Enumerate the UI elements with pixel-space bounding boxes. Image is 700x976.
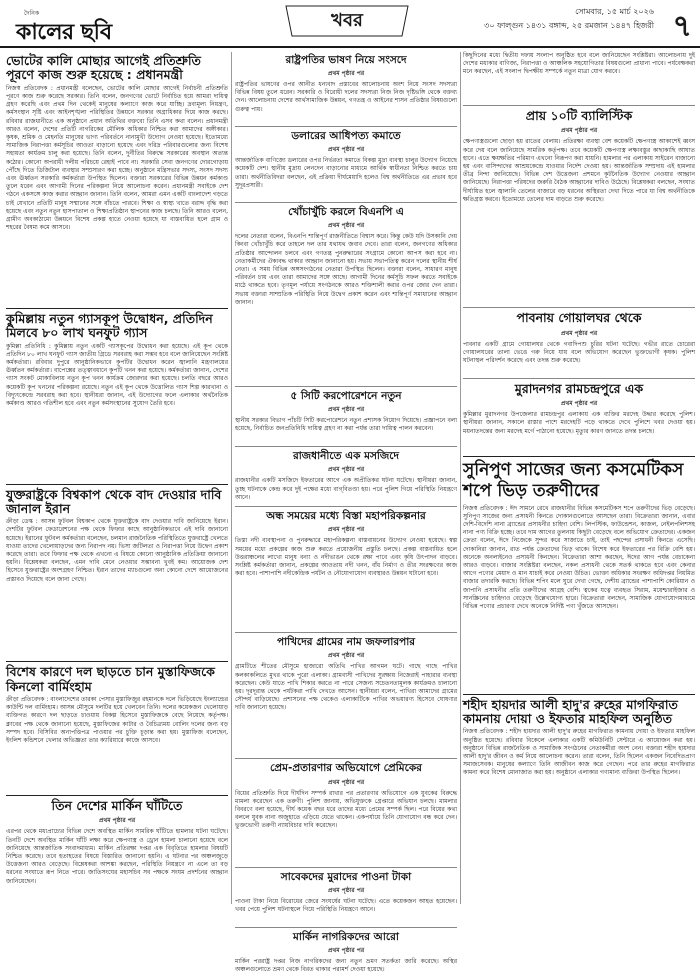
headline: সাবেকদের মুরাদের পাওনা টাকা xyxy=(280,870,412,883)
column-divider xyxy=(460,52,461,904)
divider xyxy=(235,506,457,507)
divider xyxy=(6,661,228,662)
article-us-bases xyxy=(6,799,228,918)
article-body: আন্তর্জাতিক বাণিজ্যে ডলারের ওপর নির্ভরতা কমাতে বিকল্প মুদ্রা ব্যবস্থা চালুর উদ্যোগ নিয়েছে কয়েকটি দেশ। স্থানীয় মুদ্রায় লেনদেন বাড়ানোর মাধ্যমে আর্থিক স্বাধীনতা নিশ্চিত করতে চায় তারা। অর্থনীতিবিদরা বলছেন, এই প্রক্রিয়া দীর্ঘমেয়াদি হলেও বিশ্ব অর্থনীতিতে এর প্রভাব হবে সুদূরপ্রসারী। xyxy=(235,157,457,189)
newspaper-logo xyxy=(8,4,148,44)
article-body: বিয়ের প্রতিশ্রুতি দিয়ে দীর্ঘদিন সম্পর্ক রাখার পর প্রতারণার অভিযোগে এক যুবকের বিরুদ্ধে মামলা করেছেন এক তরুণী। পুলিশ জানায়, অভিযুক্তকে গ্রেপ্তারে অভিযান চলছে। মামলার বিবরণে বলা হয়েছে, দীর্ঘ কয়েক বছর ধরে তাদের মধ্যে প্রেমের সম্পর্ক ছিল। পরে বিয়ের কথা বললে যুবক নানা অজুহাতে এড়িয়ে যেতে থাকেন। একপর্যায়ে তিনি যোগাযোগ বন্ধ করে দেন। ভুক্তভোগী তরুণী ন্যায়বিচার দাবি করেছেন। xyxy=(235,789,457,830)
article-body: স্থানীয় সরকার বিভাগ পাঁচটি সিটি করপোরেশনে নতুন প্রশাসক নিয়োগ দিয়েছে। প্রজ্ঞাপনে বলা হয়েছে, নির্বাচিত জনপ্রতিনিধি দায়িত্ব গ্রহণ না করা পর্যন্ত তারা দায়িত্ব পালন করবেন। xyxy=(235,417,457,433)
article-bird-village xyxy=(235,636,457,755)
article-mosque xyxy=(235,450,457,503)
article-body: ক্রীড়া প্রতিবেদক : বাংলাদেশের তারকা পেসার মুস্তাফিজুর রহমানকে দলে ভিড়িয়েছে ইংল্যান্ডের কাউন্টি দল বার্মিংহাম। আসন্ন মৌসুমে দলটির হয়ে খেলবেন তিনি। দলের কয়েকজন খেলোয়াড় ব্যক্তিগত কারণে দল ছাড়তে চাওয়ায় বিকল্প হিসেবে মুস্তাফিজকে বেছে নিয়েছে কর্তৃপক্ষ। ক্লাবের পক্ষ থেকে জানানো হয়েছে, মুস্তাফিজের কাটার ও বৈচিত্র্যময় বোলিং দলের জন্য বড় সম্পদ হবে। বিসিবির অনাপত্তিপত্র পাওয়ার পর চুক্তি চূড়ান্ত করা হয়। মুস্তাফিজ বলেছেন, ইংলিশ কন্ডিশনে খেলার অভিজ্ঞতা তার ক্যারিয়ারে কাজে আসবে। xyxy=(6,696,228,745)
article-dues xyxy=(235,871,457,924)
article-gas-well xyxy=(6,312,228,481)
article-pm-promise xyxy=(6,54,228,305)
article-body: রাষ্ট্রপতির ভাষণের ওপর আনীত ধন্যবাদ প্রস্তাবের আলোচনায় অংশ নিয়ে সংসদ সদস্যরা বিভিন্ন বিষয় তুলে ধরেন। সরকারি ও বিরোধী দলের সদস্যরা নিজ নিজ দৃষ্টিভঙ্গি থেকে বক্তব্য দেন। আলোচনায় দেশের আর্থসামাজিক উন্নয়ন, গণতন্ত্র ও আইনের শাসন প্রতিষ্ঠার বিষয়গুলো গুরুত্ব পায়। xyxy=(235,81,457,113)
divider xyxy=(463,105,695,106)
section-header xyxy=(282,4,412,38)
article-body: কিছুদিনের মধ্যে দ্বিতীয় দফায় সংলাপ অনুষ্ঠিত হবে বলে জানিয়েছেন সংশ্লিষ্টরা। আলোচনায় দুই দেশের মধ্যকার বাণিজ্য, নিরাপত্তা ও আঞ্চলিক সহযোগিতার বিষয়গুলো প্রাধান্য পাবে। পর্যবেক্ষকরা মনে করছেন, এই সংলাপ দ্বিপক্ষীয় সম্পর্কে নতুন মাত্রা যোগ করবে। xyxy=(463,52,695,76)
headline: প্রেম-প্রতারণার অভিযোগে প্রেমিকের xyxy=(270,762,422,775)
headline: পাখিদের গ্রামের নাম জফলারপার xyxy=(276,636,416,649)
jump-line: প্রথম পৃষ্ঠার পর xyxy=(327,778,365,786)
article-body: কুমিল্লার মুরাদনগর উপজেলার রামচন্দ্রপুর এলাকায় এক ব্যক্তির মরদেহ উদ্ধার করেছে পুলিশ। স্থানীয়রা জানান, সকালে রাস্তার পাশে মরদেহটি পড়ে থাকতে দেখে পুলিশে খবর দেওয়া হয়। ময়নাতদন্তের জন্য মরদেহ মর্গে পাঠানো হয়েছে। মৃত্যুর কারণ জানতে তদন্ত চলছে। xyxy=(463,411,695,435)
article-body: পাবনার একটি গ্রামে গোয়ালঘর থেকে গবাদিপশু চুরির ঘটনা ঘটেছে। গভীর রাতে চোরেরা গোয়ালঘরের তালা ভেঙে গরু নিয়ে যায় বলে অভিযোগ করেছেন ভুক্তভোগী কৃষক। পুলিশ ঘটনাস্থল পরিদর্শন করেছে এবং তদন্ত শুরু করেছে। xyxy=(463,340,695,365)
column-divider xyxy=(231,52,232,904)
article-bnp xyxy=(235,206,457,383)
article-love-fraud xyxy=(235,762,457,863)
jump-line: প্রথম পৃষ্ঠার পর xyxy=(327,946,365,954)
headline: প্রায় ১০টি ব্যালিস্টিক xyxy=(525,108,633,123)
headline: পাবনায় গোয়ালঘর থেকে xyxy=(516,310,642,326)
jump-line: প্রথম পৃষ্ঠার পর xyxy=(560,127,598,135)
article-mustafiz xyxy=(6,665,228,792)
article-body: দলের নেতারা বলেন, বিএনপি শান্তিপূর্ণ রাজনীতিতে বিশ্বাস করে। কিন্তু কেউ যদি উসকানি দেয় কিংবা খোঁচাখুঁচি করে তাহলে দল তার যথাযথ জবাব দেবে। তারা বলেন, জনগণের অধিকার প্রতিষ্ঠার আন্দোলন চলবে এবং গণতন্ত্র পুনরুদ্ধারের সংগ্রামে কোনো আপস করা হবে না। নেতাকর্মীদের ঐক্যবদ্ধ থাকার আহ্বান জানানো হয়। সভায় সভাপতিত্ব করেন দলের স্থানীয় শীর্ষ নেতা। এ সময় বিভিন্ন অঙ্গসংগঠনের নেতারা উপস্থিত ছিলেন। বক্তারা বলেন, সাধারণ মানুষ পরিবর্তন চায় এবং তারা আমাদের সঙ্গে আছে। আগামী দিনের কর্মসূচি সফল করতে সবাইকে মাঠে থাকতে হবে। তৃণমূল পর্যায়ে সংগঠনকে আরও শক্তিশালী করার ওপর জোর দেন তারা। সভায় বক্তারা সাম্প্রতিক পরিস্থিতি নিয়ে উদ্বেগ প্রকাশ করেন এবং শান্তিপূর্ণ সমাধানের আহ্বান জানান। xyxy=(235,233,457,306)
article-pabna xyxy=(463,311,695,374)
jump-line: প্রথম পৃষ্ঠার পর xyxy=(327,526,365,534)
divider xyxy=(235,126,457,127)
headline: অন্ধ সময়ের মধ্যে বিস্তা মহাপরিকল্পনার xyxy=(266,510,426,523)
article-body: কুমিল্লা প্রতিনিধি : কুমিল্লায় নতুন একটি গ্যাসকূপের উদ্বোধন করা হয়েছে। এই কূপ থেকে প্রতিদিন ৮০ লাখ ঘনফুট গ্যাস জাতীয় গ্রিডে সরবরাহ করা সম্ভব হবে বলে জানিয়েছেন সংশ্লিষ্ট কর্মকর্তারা। রবিবার দুপুরে আনুষ্ঠানিকভাবে কূপটির উদ্বোধন করেন জ্বালানি মন্ত্রণালয়ের ঊর্ধ্বতন কর্মকর্তারা। বাপেক্সের তত্ত্বাবধানে কূপটি খনন করা হয়েছে। কর্মকর্তারা জানান, দেশের গ্যাস সংকট মোকাবিলায় নতুন কূপ খনন কার্যক্রম জোরদার করা হয়েছে। চলতি বছরে আরও কয়েকটি কূপ খননের পরিকল্পনা রয়েছে। নতুন এই কূপ থেকে উত্তোলিত গ্যাস শিল্প কারখানা ও বিদ্যুৎকেন্দ্রে সরবরাহ করা হবে। স্থানীয়রা জানান, এই উদ্যোগের ফলে এলাকার অর্থনৈতিক কর্মকাণ্ড আরও গতিশীল হবে এবং নতুন কর্মসংস্থানের সুযোগ তৈরি হবে। xyxy=(6,342,228,407)
headline: কুমিল্লায় নতুন গ্যাসকূপ উদ্বোধন, প্রতিদিন মিলবে ৮০ লাখ ঘনফুট গ্যাস xyxy=(6,310,213,341)
article-muradnagar xyxy=(463,382,695,453)
article-body: নিজস্ব প্রতিবেদক : প্রধানমন্ত্রী বলেছেন, ভোটের কালি মোছার আগেই নির্বাচনী প্রতিশ্রুতি পূরণে কাজ শুরু করেছে সরকার। তিনি বলেন, জনগণের ভোটে নির্বাচিত হয়ে আমরা দায়িত্ব গ্রহণ করেছি এবং প্রথম দিন থেকেই মানুষের কল্যাণে কাজ করে যাচ্ছি। দ্রব্যমূল্য নিয়ন্ত্রণ, কর্মসংস্থান সৃষ্টি এবং আইনশৃঙ্খলা পরিস্থিতির উন্নয়নে সরকার অগ্রাধিকার দিয়ে কাজ করছে। রবিবার রাজধানীতে এক অনুষ্ঠানে প্রধান অতিথির বক্তব্যে তিনি এসব কথা বলেন। প্রধানমন্ত্রী আরও বলেন, দেশের প্রতিটি নাগরিকের মৌলিক অধিকার নিশ্চিত করা আমাদের অঙ্গীকার। কৃষক, শ্রমিক ও মেহনতি মানুষের ভাগ্য পরিবর্তনে নানামুখী উদ্যোগ নেওয়া হয়েছে। ইতোমধ্যে সামাজিক নিরাপত্তা কর্মসূচির আওতা বাড়ানো হয়েছে এবং দরিদ্র পরিবারগুলোর জন্য বিশেষ সহায়তা কার্যক্রম চালু করা হয়েছে। তিনি বলেন, দুর্নীতির বিরুদ্ধে সরকারের অবস্থান অত্যন্ত কঠোর। কোনো অপরাধী দলীয় পরিচয়ে রেহাই পাবে না। সরকারি সেবা জনগণের দোরগোড়ায় পৌঁছে দিতে ডিজিটাল ব্যবস্থার সম্প্রসারণ করা হচ্ছে। অনুষ্ঠানে মন্ত্রিসভার সদস্য, সংসদ সদস্য এবং ঊর্ধ্বতন সরকারি কর্মকর্তারা উপস্থিত ছিলেন। বক্তারা সরকারের বিভিন্ন উন্নয়ন কর্মকাণ্ড তুলে ধরেন এবং আগামী দিনের পরিকল্পনা নিয়ে আলোচনা করেন। প্রধানমন্ত্রী সবাইকে দেশ গঠনে একসঙ্গে কাজ করার আহ্বান জানান। তিনি বলেন, আমরা এমন একটি বাংলাদেশ গড়তে চাই যেখানে প্রতিটি মানুষ সম্মানের সঙ্গে বাঁচতে পারবে। শিক্ষা ও স্বাস্থ্য খাতে বরাদ্দ বৃদ্ধি করা হয়েছে এবং নতুন নতুন হাসপাতাল ও শিক্ষাপ্রতিষ্ঠান স্থাপনের কাজ চলছে। তিনি আরও বলেন, গ্রামীণ অবকাঠামো উন্নয়নে বিশেষ প্রকল্প হাতে নেওয়া হয়েছে যা বাস্তবায়িত হলে গ্রাম ও শহরের বৈষম্য কমে আসবে। xyxy=(6,84,228,232)
divider xyxy=(463,378,695,379)
page-number: ৭ xyxy=(672,9,692,44)
jump-line: প্রথম পৃষ্ঠার পর xyxy=(98,817,136,825)
article-president-speech xyxy=(235,54,457,123)
divider xyxy=(6,484,228,485)
article-us-citizens xyxy=(235,931,457,976)
article-city-corporation xyxy=(235,390,457,443)
divider xyxy=(6,308,228,309)
headline: রাজধানীতে এক মসজিদে xyxy=(292,450,400,463)
article-cosmetics xyxy=(463,460,695,691)
article-body: ক্ষেপণাস্ত্রগুলো ছোড়া হয় রাতের বেলায়। প্রতিরক্ষা ব্যবস্থা বেশ কয়েকটি ক্ষেপণাস্ত্র আকাশেই ধ্বংস করে দেয় বলে জানিয়েছে সামরিক কর্তৃপক্ষ। তবে কয়েকটি ক্ষেপণাস্ত্র লক্ষ্যবস্তুর কাছাকাছি আঘাত হানে। এতে ক্ষয়ক্ষতির পরিমাণ এখনো নিরূপণ করা যায়নি। হামলার পর এলাকায় সাইরেন বাজানো হয় এবং বাসিন্দাদের আশ্রয়কেন্দ্রে যাওয়ার নির্দেশ দেওয়া হয়। আন্তর্জাতিক সম্প্রদায় এই হামলার তীব্র নিন্দা জানিয়েছে। বিভিন্ন দেশ উত্তেজনা প্রশমনে কূটনৈতিক উদ্যোগ নেওয়ার আহ্বান জানিয়েছে। নিরাপত্তা পরিষদের জরুরি বৈঠক আহ্বানের দাবিও উঠেছে। বিশ্লেষকরা বলছেন, সংঘাত দীর্ঘায়িত হলে জ্বালানি তেলের বাজারে বড় ধরনের অস্থিরতা দেখা দিতে পারে যা বিশ্ব অর্থনীতিকে ক্ষতিগ্রস্ত করবে। ইতোমধ্যে তেলের দাম বাড়তে শুরু করেছে। xyxy=(463,138,695,203)
divider xyxy=(463,456,695,457)
headline: ভোটের কালি মোছার আগেই প্রতিশ্রুতি পূরণে কাজ শুরু হয়েছে : প্রধানমন্ত্রী xyxy=(6,53,201,83)
date-bangla-hijri: ৩০ ফাল্গুন ১৪৩১ বঙ্গাব্দ, ২৫ রমজান ১৪৪৭ হিজরী xyxy=(484,21,654,30)
headline: তিন দেশের মার্কিন ঘাঁটিতে xyxy=(51,798,183,813)
article-body: এরপর থেকে মধ্যপ্রাচ্যের বিভিন্ন দেশে অবস্থিত মার্কিন সামরিক ঘাঁটিতে হামলার ঘটনা ঘটেছে। তিনটি দেশে অবস্থিত মার্কিন ঘাঁটি লক্ষ্য করে ক্ষেপণাস্ত্র ও ড্রোন হামলা চালানো হয়েছে বলে জানিয়েছে আন্তর্জাতিক সংবাদমাধ্যম। মার্কিন প্রতিরক্ষা দপ্তর এক বিবৃতিতে হামলার বিষয়টি নিশ্চিত করেছে। তবে হতাহতের বিষয়ে বিস্তারিত জানানো হয়নি। এ ঘটনার পর অঞ্চলজুড়ে উত্তেজনা আরও বেড়েছে। বিশ্লেষকরা আশঙ্কা করছেন, পরিস্থিতি নিয়ন্ত্রণে না এলে তা বড় ধরনের সংঘাতে রূপ নিতে পারে। জাতিসংঘের মহাসচিব সব পক্ষকে সংযম প্রদর্শনের আহ্বান জানিয়েছেন। xyxy=(6,828,228,885)
jump-line: প্রথম পৃষ্ঠার পর xyxy=(327,652,365,660)
headline: রাষ্ট্রপতির ভাষণ নিয়ে সংসদে xyxy=(285,54,407,66)
divider xyxy=(235,632,457,633)
divider xyxy=(235,202,457,203)
headline: ৫ সিটি করপোরেশনে নতুন xyxy=(290,390,402,403)
article-dialogue-continued xyxy=(463,52,695,102)
jump-line: প্রথম পৃষ্ঠার পর xyxy=(327,146,365,154)
jump-line: প্রথম পৃষ্ঠার পর xyxy=(327,70,365,78)
headline: বিশেষ কারণে দল ছাড়তে চান মুস্তাফিজকে কিনলো বার্মিংহাম xyxy=(6,664,215,694)
jump-line: প্রথম পৃষ্ঠার পর xyxy=(327,466,365,474)
headline: যুক্তরাষ্ট্রকে বিশ্বকাপ থেকে বাদ দেওয়ার দাবি জানাল ইরান xyxy=(6,486,222,516)
jump-line: প্রথম পৃষ্ঠার পর xyxy=(560,400,598,408)
jump-line: প্রথম পৃষ্ঠার পর xyxy=(560,329,598,337)
article-body: নিজস্ব প্রতিবেদক : ঈদ সামনে রেখে রাজধানীর বিভিন্ন কসমেটিকস শপে তরুণীদের ভিড় বেড়েছে। সুনিপুণ সাজের জন্য প্রসাধনী কিনতে দোকানগুলোতে আসছেন তারা। বিক্রেতারা জানান, এবার দেশি-বিদেশি নানা ব্র্যান্ডের প্রসাধনীর চাহিদা বেশি। লিপস্টিক, ফাউন্ডেশন, কাজল, নেইলপলিশসহ নানা পণ্য বিক্রি হচ্ছে। তবে দাম আগের তুলনায় কিছুটা বেড়েছে বলে অভিযোগ ক্রেতাদের। একজন ক্রেতা বলেন, ঈদে নিজেকে সুন্দর করে সাজাতে চাই, তাই পছন্দের প্রসাধনী কিনতে এসেছি। দোকানিরা জানান, রাত পর্যন্ত ক্রেতাদের ভিড় থাকে। বিশেষ করে ইফতারের পর বিক্রি বেশি হয়। অনেকে অনলাইনেও প্রসাধনী কিনছেন। বিক্রেতারা আশা করছেন, ঈদের আগ পর্যন্ত বেচাকেনা আরও বাড়বে। বাজার সংশ্লিষ্টরা বলছেন, নকল প্রসাধনী থেকে সতর্ক থাকতে হবে এবং কেনার আগে পণ্যের মেয়াদ ও মান যাচাই করে নেওয়া উচিত। ভোক্তা অধিকার সংরক্ষণ অধিদপ্তর নিয়মিত বাজার তদারকি করছে। বিভিন্ন শপিং মলে ঘুরে দেখা গেছে, দেশীয় ব্র্যান্ডের পাশাপাশি কোরিয়ান ও জাপানি প্রসাধনীর প্রতি তরুণীদের আগ্রহ বেশি। ত্বকের যত্নে ব্যবহৃত সিরাম, ময়েশ্চারাইজার ও সানস্ক্রিনের চাহিদাও বেড়েছে উল্লেখযোগ্য হারে। বিক্রেতারা বলছেন, সামাজিক যোগাযোগমাধ্যমে বিভিন্ন পণ্যের প্রচারণা দেখে অনেকে নির্দিষ্ট পণ্য খুঁজতে আসছেন। xyxy=(463,504,695,611)
article-ballistic xyxy=(463,109,695,304)
divider xyxy=(235,867,457,868)
divider xyxy=(235,758,457,759)
article-body: তিস্তা নদী ব্যবস্থাপনা ও পুনরুদ্ধারে মহাপরিকল্পনা বাস্তবায়নের উদ্যোগ নেওয়া হয়েছে। স্বল্প সময়ের মধ্যে প্রকল্পের কাজ শুরু করতে প্রয়োজনীয় প্রস্তুতি চলছে। প্রকল্প বাস্তবায়িত হলে উত্তরাঞ্চলের লাখো মানুষ বন্যা ও নদীভাঙন থেকে রক্ষা পাবে এবং কৃষি উৎপাদন বাড়বে। সংশ্লিষ্ট কর্মকর্তারা জানান, প্রকল্পের আওতায় নদী খনন, বাঁধ নির্মাণ ও তীর সংরক্ষণের কাজ করা হবে। পাশাপাশি নদীকেন্দ্রিক পর্যটন ও নৌযোগাযোগ ব্যবস্থারও উন্নয়ন ঘটানো হবে। xyxy=(235,537,457,578)
article-dollar xyxy=(235,130,457,199)
date-english: সোমবার, ১৫ মার্চ ২০২৬ xyxy=(575,7,654,16)
headline: মার্কিন নাগরিকদের আরো xyxy=(293,930,399,943)
column-left xyxy=(6,52,228,904)
divider xyxy=(463,694,695,695)
divider xyxy=(235,927,457,928)
article-body: রাজধানীর একটি মসজিদে ইফতারের আগে এক অপ্রীতিকর ঘটনা ঘটেছে। স্থানীয়রা জানান, তুচ্ছ ঘটনাকে কেন্দ্র করে দুই পক্ষের মধ্যে বাগ্‌বিতণ্ডা হয়। পরে পুলিশ গিয়ে পরিস্থিতি নিয়ন্ত্রণে আনে। xyxy=(235,477,457,501)
headline: মুরাদনগর রামচন্দ্রপুরে এক xyxy=(514,380,644,396)
divider xyxy=(235,386,457,387)
article-teesta xyxy=(235,510,457,629)
headline: সুনিপুণ সাজের জন্য কসমেটিকস শপে ভিড় তরুণীদের xyxy=(463,460,684,502)
section-title: খবর xyxy=(331,9,363,31)
article-body: নিজস্ব প্রতিবেদক : শহীদ হায়দার আলী হাদু'র রুহের মাগফিরাত কামনায় দোয়া ও ইফতার মাহফিল অনুষ্ঠিত হয়েছে। রবিবার বিকেলে এলাকার একটি কমিউনিটি সেন্টারে এ আয়োজন করা হয়। অনুষ্ঠানে বিভিন্ন রাজনৈতিক ও সামাজিক সংগঠনের নেতাকর্মীরা অংশ নেন। বক্তারা শহীদ হায়দার আলী হাদু'র জীবন ও কর্ম নিয়ে আলোচনা করেন। তারা বলেন, তিনি ছিলেন একজন নিবেদিতপ্রাণ সমাজসেবক। মানুষের কল্যাণে তিনি আজীবন কাজ করে গেছেন। পরে তার রুহের মাগফিরাত কামনা করে বিশেষ মোনাজাত করা হয়। অনুষ্ঠানে এলাকার গণ্যমান্য ব্যক্তিরা উপস্থিত ছিলেন। xyxy=(463,728,695,777)
article-doa-iftar xyxy=(463,698,695,819)
headline: খোঁচাখুঁচি করলে বিএনপি এ xyxy=(288,206,404,219)
article-body: গ্রামটিতে শীতের মৌসুমে হাজারো অতিথি পাখির আগমন ঘটে। গাছে গাছে পাখির কলকাকলিতে মুখর থাকে পুরো এলাকা। গ্রামবাসী পাখিদের সুরক্ষায় নিজেরাই পাহারার ব্যবস্থা করেছেন। কেউ যাতে পাখি শিকার করতে না পারে সেজন্য সচেতনতামূলক কার্যক্রমও চালানো হয়। দূরদূরান্ত থেকে পর্যটকরা পাখি দেখতে আসেন। স্থানীয়রা বলেন, পাখিরা আমাদের গ্রামের সৌন্দর্য বাড়িয়েছে। প্রশাসনের পক্ষ থেকেও এলাকাটিকে পাখির অভয়ারণ্য হিসেবে ঘোষণার দাবি জানানো হয়েছে। xyxy=(235,663,457,712)
jump-line: প্রথম পৃষ্ঠার পর xyxy=(327,406,365,414)
divider xyxy=(235,446,457,447)
headline: শহীদ হায়দার আলী হাদু'র রুহের মাগফিরাত কামনায় দোয়া ও ইফতার মাহফিল অনুষ্ঠিত xyxy=(463,696,678,726)
article-iran-worldcup xyxy=(6,488,228,659)
divider xyxy=(463,307,695,308)
article-body: পাওনা টাকা নিয়ে বিরোধের জেরে সংঘর্ষের ঘটনা ঘটেছে। এতে কয়েকজন আহত হয়েছেন। খবর পেয়ে পুলিশ ঘটনাস্থলে গিয়ে পরিস্থিতি নিয়ন্ত্রণে আনে। xyxy=(235,897,457,913)
logo-daily-label: দৈনিক xyxy=(24,10,40,17)
divider xyxy=(6,795,228,796)
column-middle xyxy=(235,52,457,973)
headline: ডলারের আধিপত্য কমাতে xyxy=(291,130,401,143)
article-body: ক্রীড়া ডেস্ক : আসন্ন ফুটবল বিশ্বকাপ থেকে যুক্তরাষ্ট্রকে বাদ দেওয়ার দাবি জানিয়েছে ইরান। দেশটির ফুটবল ফেডারেশনের পক্ষ থেকে ফিফার কাছে আনুষ্ঠানিকভাবে এই দাবি জানানো হয়েছে। ইরানের ফুটবল কর্মকর্তারা বলেছেন, চলমান রাজনৈতিক পরিস্থিতিতে যুক্তরাষ্ট্রে খেলতে যাওয়া তাদের খেলোয়াড়দের জন্য নিরাপদ নয়। ভিসা জটিলতা ও নিরাপত্তা নিয়ে উদ্বেগ প্রকাশ করেছে তারা। তবে ফিফার পক্ষ থেকে এখনো এ বিষয়ে কোনো আনুষ্ঠানিক প্রতিক্রিয়া জানানো হয়নি। বিশ্লেষকরা বলছেন, এমন দাবি মেনে নেওয়ার সম্ভাবনা খুবই কম। আয়োজক দেশ হিসেবে যুক্তরাষ্ট্রের অংশগ্রহণ নিশ্চিত। ইরান তাদের ম্যাচগুলো অন্য কোনো দেশে আয়োজনের প্রস্তাবও দিয়েছে বলে জানা গেছে। xyxy=(6,518,228,583)
jump-line: প্রথম পৃষ্ঠার পর xyxy=(327,886,365,894)
masthead xyxy=(0,0,700,48)
article-body: মার্কিন পররাষ্ট্র দপ্তর নিজ নাগরিকদের জন্য নতুন ভ্রমণ সতর্কতা জারি করেছে। অস্থির অঞ্চলগুলোতে ভ্রমণ থেকে বিরত থাকার পরামর্শ দেওয়া হয়েছে। xyxy=(235,957,457,973)
jump-line: প্রথম পৃষ্ঠার পর xyxy=(327,222,365,230)
logo-title: কালের ছবি xyxy=(16,19,112,45)
column-right xyxy=(463,52,695,904)
